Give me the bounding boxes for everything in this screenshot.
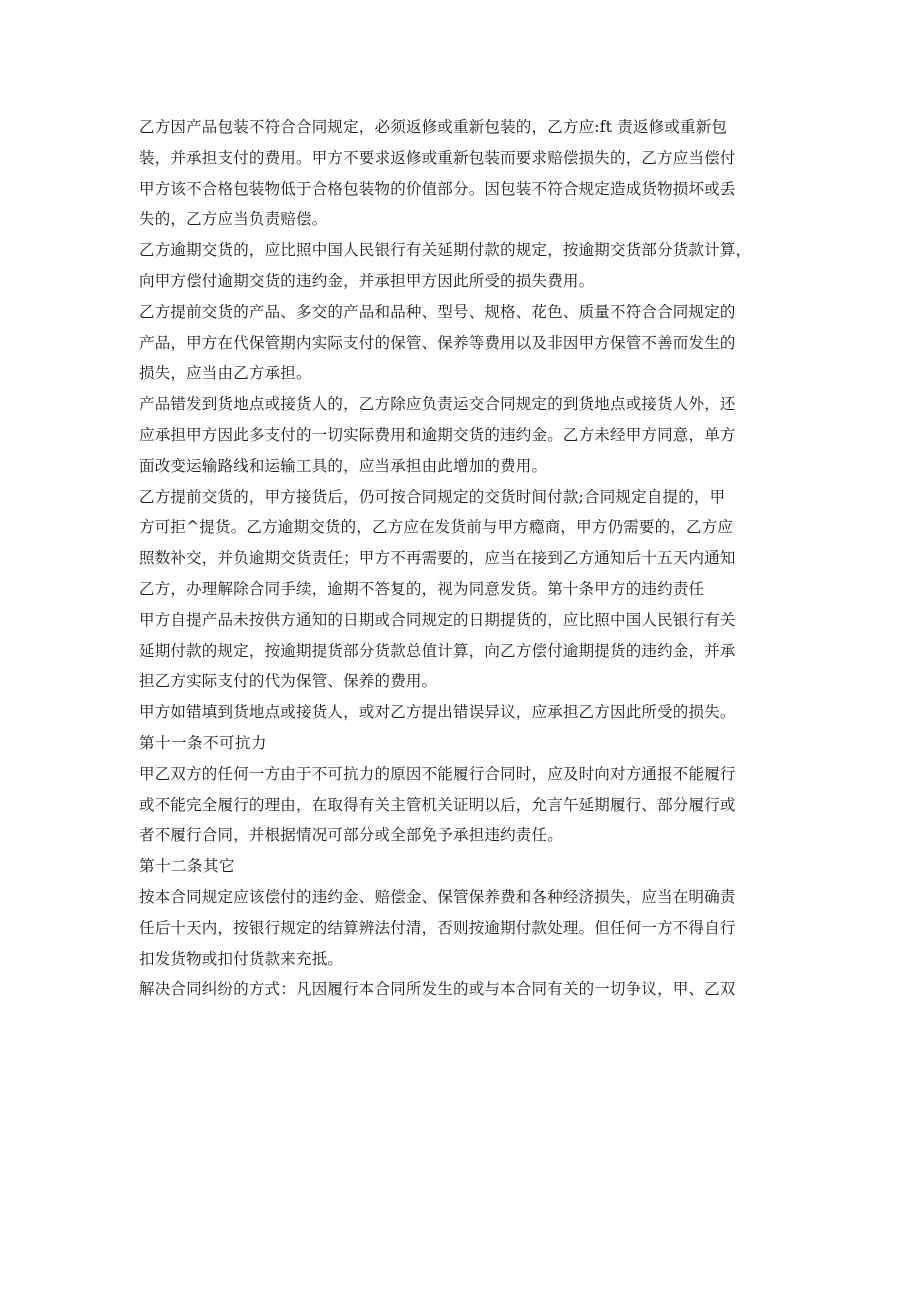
text-line: 甲方如错填到货地点或接货人，或对乙方提出错误异议，应承担乙方因此所受的损失。 [139,703,736,722]
text-line: 方可拒^提货。乙方逾期交货的，乙方应在发货前与甲方瘾商，甲方仍需要的，乙方应 [139,518,734,537]
text-line: 向甲方偿付逾期交货的违约金，并承担甲方因此所受的损失费用。 [139,271,595,290]
text-line: 乙方，办理解除合同手续，逾期不答复的，视为同意发货。第十条甲方的违约责任 [139,579,705,598]
text-line: 失的，乙方应当负责赔偿。 [139,210,328,229]
text-line: 者不履行合同，并根据情况可部分或全部免予承担违约责任。 [139,826,563,845]
section-heading: 第十二条其它 [139,857,236,876]
text-line: 延期付款的规定，按逾期提货部分货款总值计算，向乙方偿付逾期提货的违约金，并承 [139,641,736,660]
text-line: 乙方因产品包装不符合合同规定，必须返修或重新包装的，乙方应:ft 责返修或重新包 [139,118,728,136]
document-body [139,112,789,1005]
text-line: 甲方自提产品未按供方通知的日期或合同规定的日期提货的，应比照中国人民银行有关 [139,610,736,629]
text-line: 解决合同纠纷的方式：凡因履行本合同所发生的或与本合同有关的一切争议，甲、乙双 [139,980,736,999]
text-line: 乙方提前交货的产品、多交的产品和品种、型号、规格、花色、质量不符合合同规定的 [139,302,736,321]
text-line: 担乙方实际支付的代为保管、保养的费用。 [139,672,438,691]
text-line: 乙方逾期交货的，应比照中国人民银行有关延期付款的规定，按逾期交货部分货款计算， [139,241,752,260]
text-line: 照数补交，并负逾期交货责任；甲方不再需要的，应当在接到乙方通知后十五天内通知 [139,549,736,568]
text-line: 损失，应当由乙方承担。 [139,364,312,383]
text-line: 按本合同规定应该偿付的违约金、赔偿金、保管保养费和各种经济损失，应当在明确责 [139,887,736,906]
text-line: 装，并承担支付的费用。甲方不要求返修或重新包装而要求赔偿损失的，乙方应当偿付 [139,148,736,167]
text-line: 扣发货物或扣付货款来充抵。 [139,949,344,968]
text-line: 甲方该不合格包装物低于合格包装物的价值部分。因包装不符合规定造成货物损坏或丢 [139,179,736,198]
text-line: 或不能完全履行的理由，在取得有关主管机关证明以后，允言午延期履行、部分履行或 [139,795,736,814]
text-line: 甲乙双方的任何一方由于不可抗力的原因不能履行合同时，应及时向对方通报不能履行 [139,764,736,783]
section-heading: 第十一条不可抗力 [139,733,268,752]
text-line: 面改变运输路线和运输工具的，应当承担由此增加的费用。 [139,456,548,475]
text-line: 应承担甲方因此多支付的一切实际费用和逾期交货的违约金。乙方未经甲方同意，单方 [139,425,736,444]
text-line: 产品错发到货地点或接货人的，乙方除应负责运交合同规定的到货地点或接货人外，还 [139,395,736,414]
text-line: 乙方提前交货的，甲方接货后，仍可按合同规定的交货时间付款;合同规定自提的，甲 [139,487,726,506]
text-line: 产品，甲方在代保管期内实际支付的保管、保养等费用以及非因甲方保管不善而发生的 [139,333,736,352]
text-line: 任后十天内，按银行规定的结算辨法付清，否则按逾期付款处理。但任何一方不得自行 [139,918,736,937]
